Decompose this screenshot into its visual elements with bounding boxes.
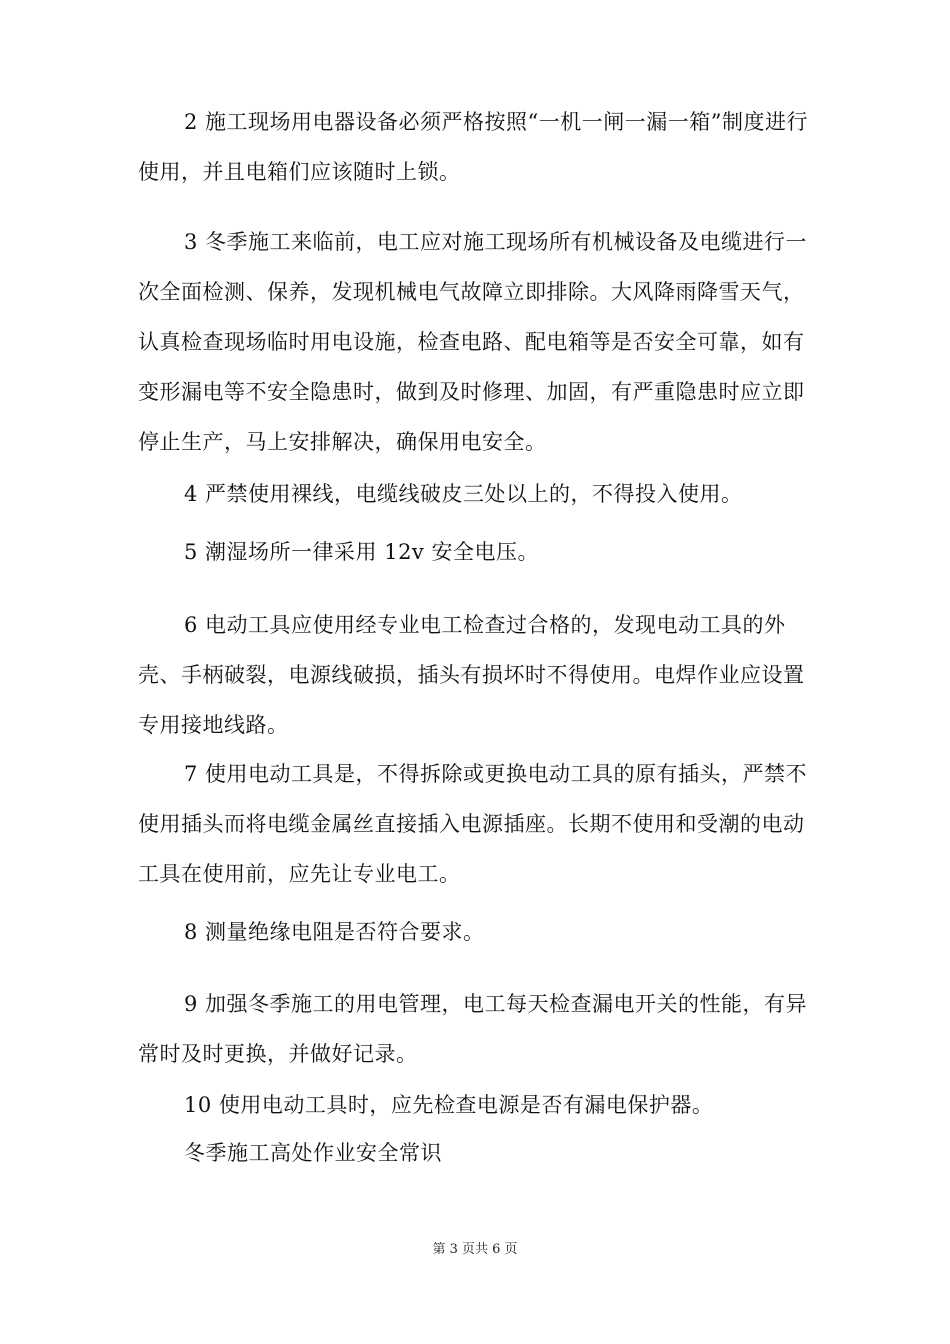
paragraph-3: 3 冬季施工来临前，电工应对施工现场所有机械设备及电缆进行一次全面检测、保养，发现机械电气故障立即排除。大风降雨降雪天气，认真检查现场临时用电设施，检查电路、配电箱等是否安全可靠，如有变形漏电等不安全隐患时，做到及时修理、加固，有严重隐患时应立即停止生产，马上安排解决，确保用电安全。 [138,230,808,454]
paragraph-6: 6 电动工具应使用经专业电工检查过合格的，发现电动工具的外壳、手柄破裂，电源线破损，插头有损坏时不得使用。电焊作业应设置专用接地线路。 [138,613,805,737]
paragraph-4: 4 严禁使用裸线，电缆线破皮三处以上的，不得投入使用。 [184,482,743,506]
page-number-footer: 第 3 页共 6 页 [432,1242,518,1257]
paragraph-2: 2 施工现场用电器设备必须严格按照“一机一闸一漏一箱”制度进行使用，并且电箱们应该随时上锁。 [138,110,809,184]
paragraph-8: 8 测量绝缘电阻是否符合要求。 [184,920,485,944]
paragraph-7: 7 使用电动工具是，不得拆除或更换电动工具的原有插头，严禁不使用插头而将电缆金属丝直接插入电源插座。长期不使用和受潮的电动工具在使用前，应先让专业电工。 [138,762,808,886]
paragraph-5: 5 潮湿场所一律采用 12v 安全电压。 [184,540,539,564]
paragraph-10: 10 使用电动工具时，应先检查电源是否有漏电保护器。 [184,1093,714,1117]
section-heading: 冬季施工高处作业安全常识 [184,1141,442,1165]
paragraph-9: 9 加强冬季施工的用电管理，电工每天检查漏电开关的性能，有异常时及时更换，并做好记录。 [138,992,808,1066]
